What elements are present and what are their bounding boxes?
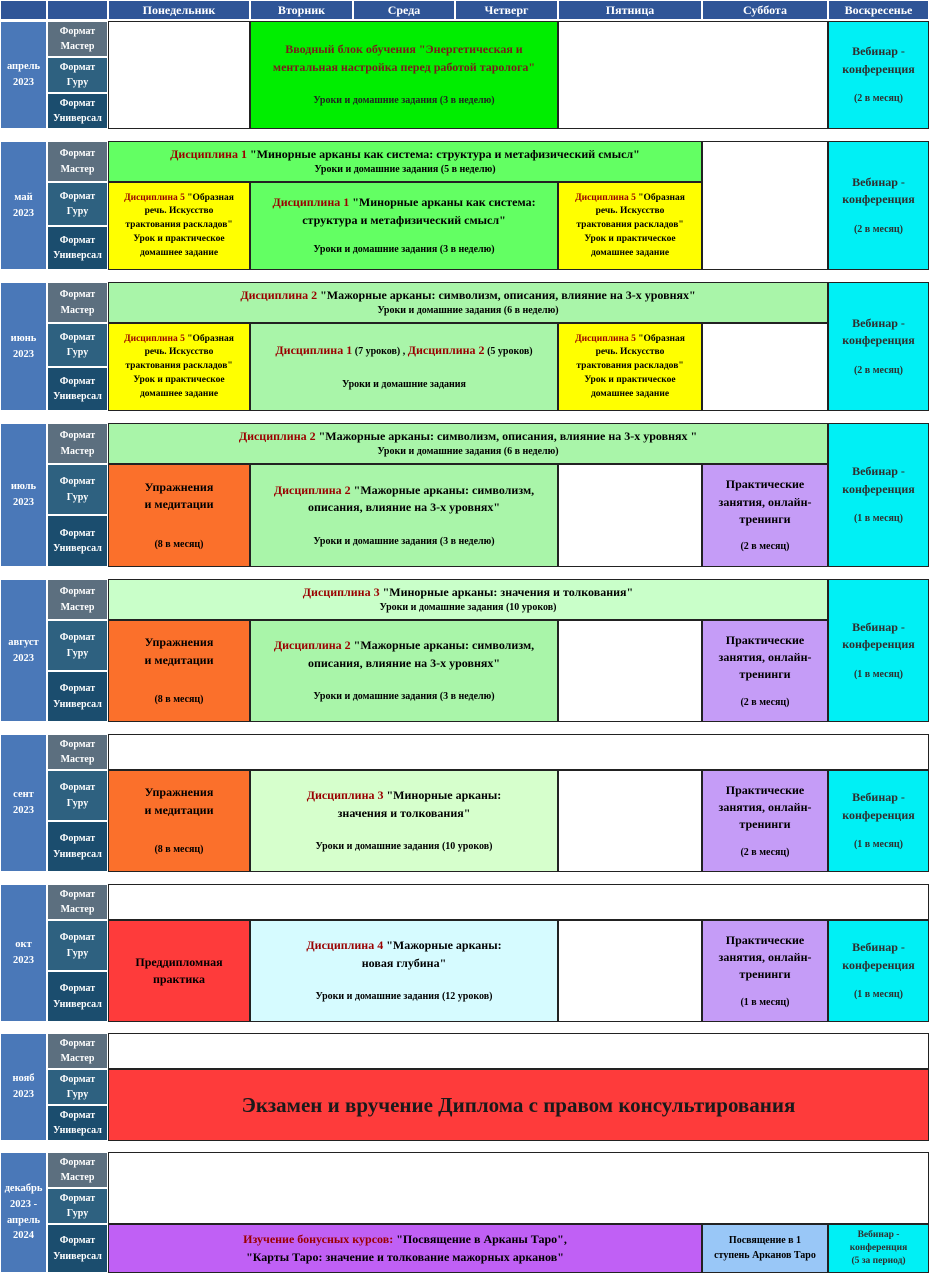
format-master: Формат Мастер: [47, 423, 108, 464]
empty-cell: [108, 734, 929, 770]
month-label: декабрь 2023 - апрель 2024: [0, 1152, 47, 1273]
format-guru: Формат Гуру: [47, 1188, 108, 1224]
header-day-mon: Понедельник: [108, 0, 250, 20]
format-guru: Формат Гуру: [47, 182, 108, 226]
webinar-cell: Вебинар - конференция (1 в месяц): [828, 423, 929, 567]
format-guru: Формат Гуру: [47, 770, 108, 821]
intro-block: Вводный блок обучения "Энергетическая и ментальная настройка перед работой таролога" Уроки и домашние задания (3 в неделю): [250, 21, 558, 129]
header-day-tue: Вторник: [250, 0, 353, 20]
format-guru: Формат Гуру: [47, 464, 108, 515]
header-day-sat: Суббота: [702, 0, 828, 20]
webinar-cell: Вебинар - конференция (5 за период): [828, 1224, 929, 1273]
format-guru: Формат Гуру: [47, 620, 108, 671]
header-day-sun: Воскресенье: [828, 0, 929, 20]
initiation-cell: Посвящение в 1 ступень Арканов Таро: [702, 1224, 828, 1273]
format-master: Формат Мастер: [47, 21, 108, 57]
month-label: [0, 21, 47, 129]
webinar-cell: Вебинар - конференция (1 в месяц): [828, 770, 929, 872]
header-day-fri: Пятница: [558, 0, 702, 20]
month-label: июнь 2023: [0, 282, 47, 411]
empty-cell: [558, 464, 702, 567]
format-master: Формат Мастер: [47, 1152, 108, 1188]
discipline-1-cell: Дисциплина 1 "Минорные арканы как система: структура и метафизический смысл" Уроки и домашние задания (3 в неделю): [250, 182, 558, 270]
discipline-2-banner: Дисциплина 2 "Мажорные арканы: символизм, описания, влияние на 3-х уровнях" Уроки и домашние задания (6 в неделю): [108, 282, 828, 323]
practice-cell: Практические занятия, онлайн- тренинги (2 в месяц): [702, 464, 828, 567]
format-universal: Формат Универсал: [47, 671, 108, 722]
empty-cell: [558, 620, 702, 722]
month-label: нояб 2023: [0, 1033, 47, 1141]
discipline-3-cell: Дисциплина 3 "Минорные арканы: значения и толкования" Уроки и домашние задания (10 уроков): [250, 770, 558, 872]
month-label: сент 2023: [0, 734, 47, 872]
month-name: апрель: [6, 61, 41, 73]
month-label: июль 2023: [0, 423, 47, 567]
exercise-cell: Упражнения и медитации (8 в месяц): [108, 464, 250, 567]
month-label: август 2023: [0, 579, 47, 722]
webinar-cell: Вебинар - конференция (1 в месяц): [828, 920, 929, 1022]
format-universal: Формат Универсал: [47, 367, 108, 411]
empty-cell: [558, 21, 828, 129]
empty-cell: [558, 770, 702, 872]
empty-cell: [558, 920, 702, 1022]
format-universal: Формат Универсал: [47, 93, 108, 129]
empty-cell: [108, 884, 929, 920]
discipline-2-cell: Дисциплина 2 "Мажорные арканы: символизм, описания, влияние на 3-х уровнях" Уроки и домашние задания (3 в неделю): [250, 464, 558, 567]
format-universal: Формат Универсал: [47, 515, 108, 567]
empty-cell: [108, 21, 250, 129]
discipline-5-cell: Дисциплина 5 "Образная речь. Искусство трактования раскладов" Урок и практическое домашнее задание: [558, 323, 702, 411]
practice-cell: Практические занятия, онлайн- тренинги (2 в месяц): [702, 620, 828, 722]
webinar-cell: Вебинар - конференция (1 в месяц): [828, 579, 929, 722]
format-master: Формат Мастер: [47, 141, 108, 182]
format-master: Формат Мастер: [47, 282, 108, 323]
format-universal: Формат Универсал: [47, 821, 108, 872]
bonus-courses-cell: Изучение бонусных курсов: "Посвящение в Арканы Таро", "Карты Таро: значение и толкование мажорных арканов": [108, 1224, 702, 1273]
empty-cell: [108, 1152, 929, 1224]
practice-cell: Практические занятия, онлайн- тренинги (1 в месяц): [702, 920, 828, 1022]
format-universal: Формат Универсал: [47, 1224, 108, 1273]
format-master: Формат Мастер: [47, 1033, 108, 1069]
exercise-cell: Упражнения и медитации (8 в месяц): [108, 620, 250, 722]
predip-practice-cell: Преддипломная практика: [108, 920, 250, 1022]
webinar-cell: Вебинар - конференция (2 в месяц): [828, 282, 929, 411]
webinar-cell: Вебинар - конференция (2 в месяц): [828, 141, 929, 270]
format-master: Формат Мастер: [47, 734, 108, 770]
format-guru: Формат Гуру: [47, 920, 108, 971]
format-universal: Формат Универсал: [47, 1105, 108, 1141]
format-guru: Формат Гуру: [47, 323, 108, 367]
discipline-3-banner: Дисциплина 3 "Минорные арканы: значения и толкования" Уроки и домашние задания (10 уроков): [108, 579, 828, 620]
month-label: окт 2023: [0, 884, 47, 1022]
empty-cell: [702, 141, 828, 270]
month-year: 2023: [13, 77, 34, 88]
discipline-5-cell: Дисциплина 5 "Образная речь. Искусство трактования раскладов" Урок и практическое домашнее задание: [558, 182, 702, 270]
empty-cell: [702, 323, 828, 411]
discipline-2-banner: Дисциплина 2 "Мажорные арканы: символизм, описания, влияние на 3-х уровнях " Уроки и домашние задания (6 в неделю): [108, 423, 828, 464]
exercise-cell: Упражнения и медитации (8 в месяц): [108, 770, 250, 872]
discipline-1-2-cell: Дисциплина 1 (7 уроков) , Дисциплина 2 (5 уроков) Уроки и домашние задания: [250, 323, 558, 411]
discipline-5-cell: Дисциплина 5 "Образная речь. Искусство трактования раскладов" Урок и практическое домашнее задание: [108, 182, 250, 270]
format-guru: Формат Гуру: [47, 1069, 108, 1105]
header-day-thu: Четверг: [455, 0, 558, 20]
discipline-2-cell: Дисциплина 2 "Мажорные арканы: символизм, описания, влияние на 3-х уровнях" Уроки и домашние задания (3 в неделю): [250, 620, 558, 722]
format-universal: Формат Универсал: [47, 226, 108, 270]
format-guru: Формат Гуру: [47, 57, 108, 93]
header-corner: [0, 0, 47, 20]
format-universal: Формат Универсал: [47, 971, 108, 1022]
empty-cell: [108, 1033, 929, 1069]
discipline-1-banner: Дисциплина 1 "Минорные арканы как система: структура и метафизический смысл" Уроки и домашние задания (5 в неделю): [108, 141, 702, 182]
header-day-wed: Среда: [353, 0, 455, 20]
month-label: май 2023: [0, 141, 47, 270]
practice-cell: Практические занятия, онлайн- тренинги (2 в месяц): [702, 770, 828, 872]
exam-banner: Экзамен и вручение Диплома с правом консультирования: [108, 1069, 929, 1141]
webinar-cell: Вебинар - конференция (2 в месяц): [828, 21, 929, 129]
discipline-5-cell: Дисциплина 5 "Образная речь. Искусство трактования раскладов" Урок и практическое домашнее задание: [108, 323, 250, 411]
discipline-4-cell: Дисциплина 4 "Мажорные арканы: новая глубина" Уроки и домашние задания (12 уроков): [250, 920, 558, 1022]
header-format-col: [47, 0, 108, 20]
format-master: Формат Мастер: [47, 579, 108, 620]
format-master: Формат Мастер: [47, 884, 108, 920]
